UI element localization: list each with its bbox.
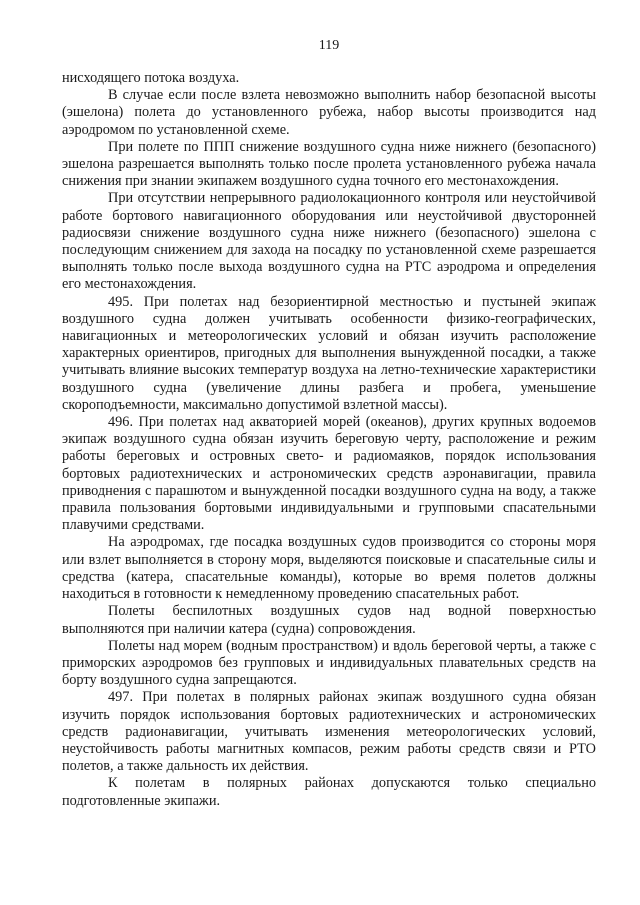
paragraph-495: 495. При полетах над безориентирной местностью и пустыней экипаж воздушного судна должен учитывать особенности физико-географических, навигационных и метеорологических условий и обязан изучить расположение характерных ориентиров, пригодных для выполнения вынужденной посадки, а также учитывать влияние высоких температур воздуха на летно-технические характеристики воздушного судна (увеличение длины разбега и пробега, уменьшение скороподъемности, максимально допустимой взлетной массы). bbox=[62, 293, 596, 413]
document-body bbox=[62, 70, 596, 810]
page-number: 119 bbox=[318, 38, 340, 53]
paragraph-497: 497. При полетах в полярных районах экипаж воздушного судна обязан изучить порядок использования бортовых радиотехнических и астрономических средств радионавигации, учитывать изменения метеорологических условий, неустойчивость работы магнитных компасов, режим работы средств связи и РТО полетов, а также дальность их действия. bbox=[62, 689, 596, 775]
paragraph-sea-rescue: На аэродромах, где посадка воздушных судов производится со стороны моря или взлет выполняется в сторону моря, выделяются поисковые и спасательные силы и средства (катера, спасательные команды), которые во время полетов должны находиться в готовности к немедленному проведению спасательных работ. bbox=[62, 534, 596, 603]
paragraph-continuation: нисходящего потока воздуха. bbox=[62, 70, 240, 86]
paragraph-polar-crews: К полетам в полярных районах допускаются только специально подготовленные экипажи. bbox=[62, 775, 596, 809]
paragraph-takeoff-altitude: В случае если после взлета невозможно выполнить набор безопасной высоты (эшелона) полета до установленного рубежа, набор высоты производится над аэродромом по установленной схеме. bbox=[62, 87, 596, 138]
paragraph-no-radar-descent: При отсутствии непрерывного радиолокационного контроля или неустойчивой работе бортового навигационного оборудования или неустойчивой двусторонней радиосвязи снижение воздушного судна ниже нижнего (безопасного) эшелона с последующим снижением для захода на посадку по установленной схеме разрешается выполнять только после выхода воздушного судна на РТС аэродрома и определения его местонахождения. bbox=[62, 190, 596, 293]
paragraph-uav-over-water: Полеты беспилотных воздушных судов над водной поверхностью выполняются при наличии катера (судна) сопровождения. bbox=[62, 603, 596, 637]
paragraph-sea-flight-ban: Полеты над морем (водным пространством) и вдоль береговой черты, а также с приморских аэродромов без групповых и индивидуальных плавательных средств на борту воздушного судна запрещаются. bbox=[62, 637, 596, 689]
paragraph-ifr-descent: При полете по ППП снижение воздушного судна ниже нижнего (безопасного) эшелона разрешается выполнять только после пролета установленного рубежа начала снижения при знании экипажем воздушного судна точного его местонахождения. bbox=[62, 138, 596, 190]
paragraph-496: 496. При полетах над акваторией морей (океанов), других крупных водоемов экипаж воздушного судна обязан изучить береговую черту, расположение и режим работы береговых и островных свето- и радиомаяков, порядок использования бортовых радиотехнических и астрономических средств аэронавигации, правила приводнения с парашютом и вынужденной посадки воздушного судна на воду, а также правила пользования бортовыми индивидуальными и групповыми спасательными плавучими средствами. bbox=[62, 414, 596, 534]
